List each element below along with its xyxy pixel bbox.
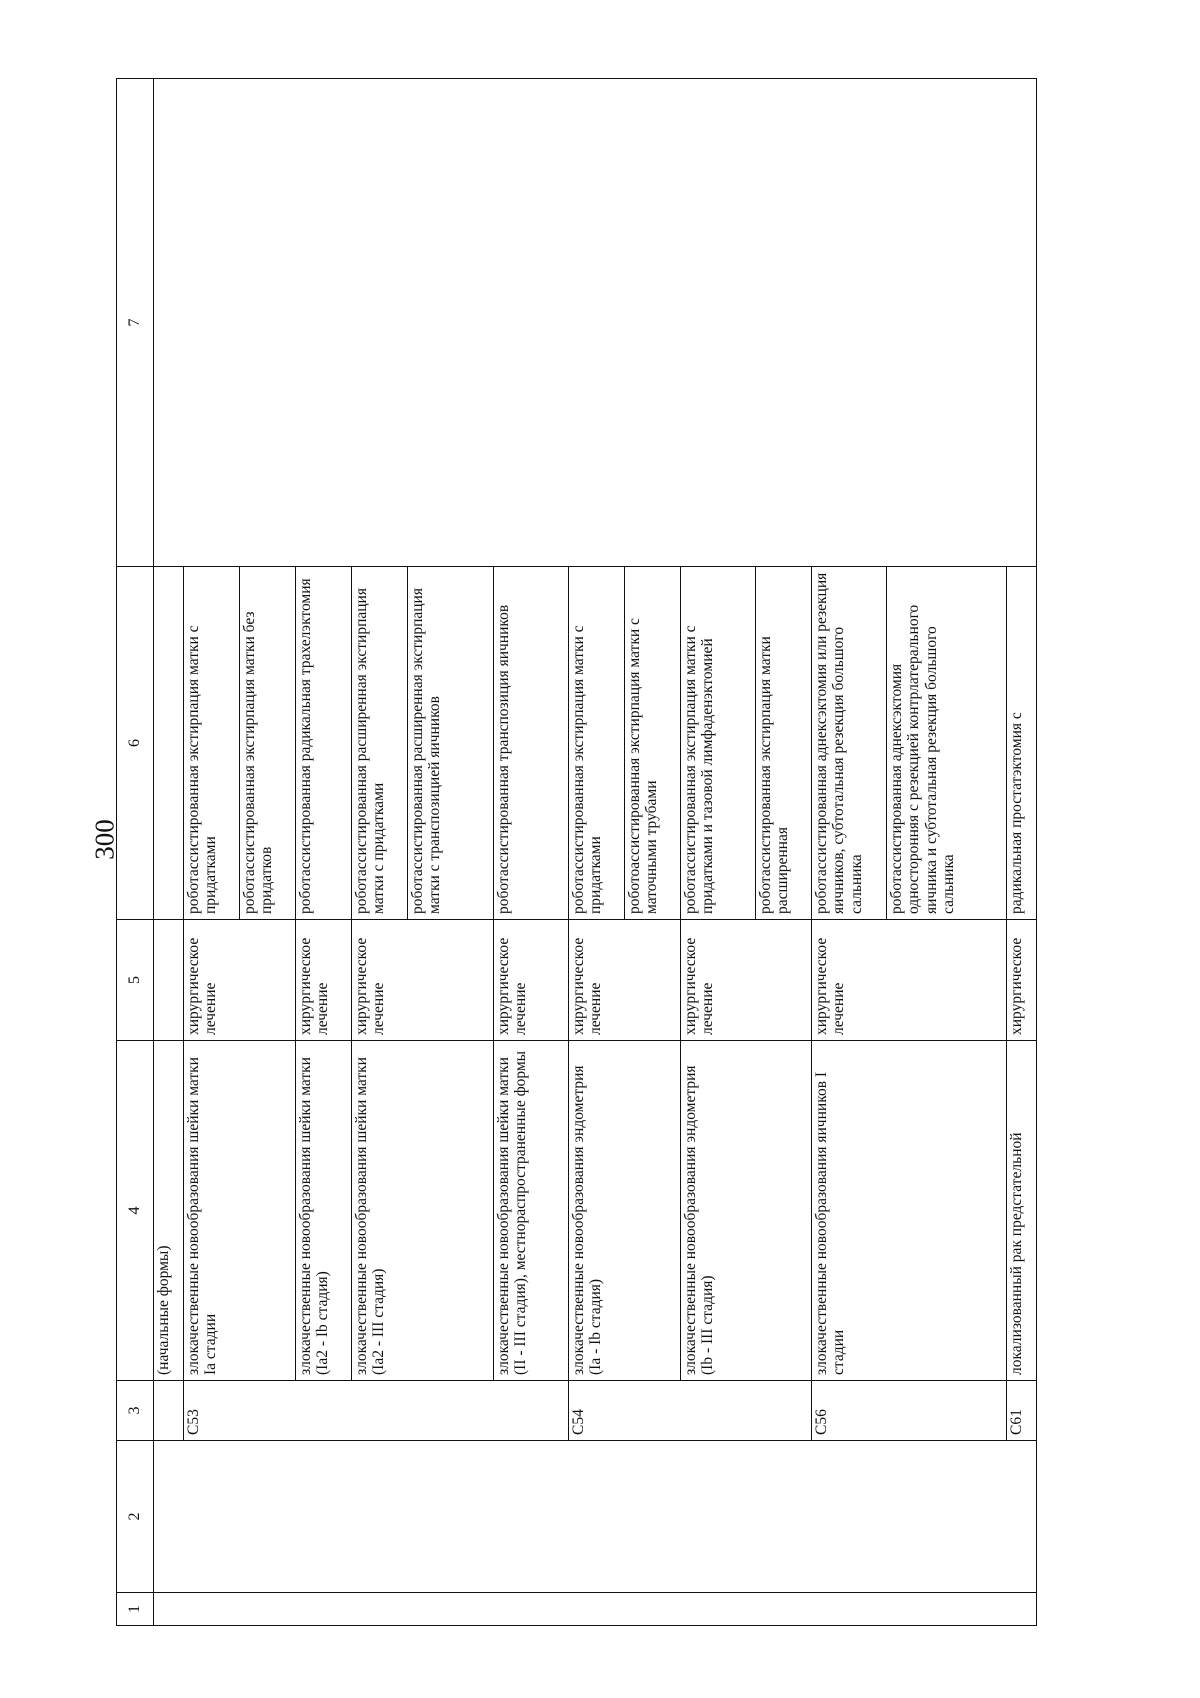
procedure: роботассистированная экстирпация матки с придатками и тазовой лимфаденэктомией xyxy=(681,567,756,920)
procedures-table xyxy=(116,78,1037,1626)
diagnosis: злокачественные новообразования эндометрия (Ib - III стадия) xyxy=(681,1041,812,1381)
icd-code-c56: C56 xyxy=(812,1381,1007,1441)
table-row-continuation xyxy=(154,79,184,1626)
procedure: роботоассистированная экстирпация матки с маточными трубами xyxy=(625,567,681,920)
diagnosis: злокачественные новообразования шейки матки Ia стадии xyxy=(184,1041,296,1381)
treatment: хирургическое лечение xyxy=(494,920,569,1041)
procedure: роботассистированная расширенная экстирпация матки с транспозицией яичников xyxy=(408,567,494,920)
icd-code-c53: C53 xyxy=(184,1381,569,1441)
procedure: роботассистированная экстирпация матки с придатками xyxy=(184,567,240,920)
cell-col2-empty xyxy=(154,1441,1037,1593)
procedure: роботассистированная экстирпация матки с придатками xyxy=(569,567,625,920)
procedure: роботассистированная аднексэктомия или резекция яичников, субтотальная резекция большого сальника xyxy=(812,567,887,920)
icd-code-c61: C61 xyxy=(1007,1381,1037,1441)
diagnosis: злокачественные новообразования шейки матки (Ia2 - III стадия) xyxy=(352,1041,494,1381)
treatment: хирургическое лечение xyxy=(569,920,681,1041)
procedure: роботассистированная аднексэктомия односторонняя с резекцией контрлатерального яичника и субтотальная резекция большого сальника xyxy=(887,567,1007,920)
procedure: роботассистированная расширенная экстирпация матки с придатками xyxy=(352,567,408,920)
header-row xyxy=(117,79,154,1626)
diagnosis: злокачественные новообразования шейки матки (II - III стадия), местнораспространенные формы xyxy=(494,1041,569,1381)
treatment: хирургическое xyxy=(1007,920,1037,1041)
treatment: хирургическое лечение xyxy=(184,920,296,1041)
treatment: хирургическое лечение xyxy=(812,920,1007,1041)
cell-col7-empty xyxy=(154,79,1037,567)
continuation-text: (начальные формы) xyxy=(154,1041,184,1381)
column-header-3: 3 xyxy=(117,1381,154,1441)
diagnosis: локализованный рак предстательной xyxy=(1007,1041,1037,1381)
column-header-2: 2 xyxy=(117,1441,154,1593)
diagnosis: злокачественные новообразования эндометрия (Ia - Ib стадия) xyxy=(569,1041,681,1381)
column-header-4: 4 xyxy=(117,1041,154,1381)
cell-col5-empty xyxy=(154,920,184,1041)
rotated-table-content xyxy=(116,79,1069,1626)
procedure: роботассистированная транспозиция яичников xyxy=(494,567,569,920)
icd-code-c54: C54 xyxy=(569,1381,812,1441)
rotated-table-frame xyxy=(116,79,1069,1626)
procedure: радикальная простатэктомия с xyxy=(1007,567,1037,920)
diagnosis: злокачественные новообразования яичников I стадии xyxy=(812,1041,1007,1381)
column-header-1: 1 xyxy=(117,1593,154,1626)
cell-col3-empty xyxy=(154,1381,184,1441)
cell-col1-empty xyxy=(154,1593,1037,1626)
column-header-5: 5 xyxy=(117,920,154,1041)
treatment: хирургическое лечение xyxy=(296,920,352,1041)
diagnosis: злокачественные новообразования шейки матки (Ia2 - Ib стадия) xyxy=(296,1041,352,1381)
procedure: роботассистированная радикальная трахелэктомия xyxy=(296,567,352,920)
column-header-7: 7 xyxy=(117,79,154,567)
procedure: роботассистированная экстирпация матки расширенная xyxy=(756,567,812,920)
treatment: хирургическое лечение xyxy=(681,920,812,1041)
treatment: хирургическое лечение xyxy=(352,920,494,1041)
procedure: роботассистированная экстирпация матки без придатков xyxy=(240,567,296,920)
page-number: 300 xyxy=(89,819,120,860)
cell-col6-empty xyxy=(154,567,184,920)
column-header-6: 6 xyxy=(117,567,154,920)
